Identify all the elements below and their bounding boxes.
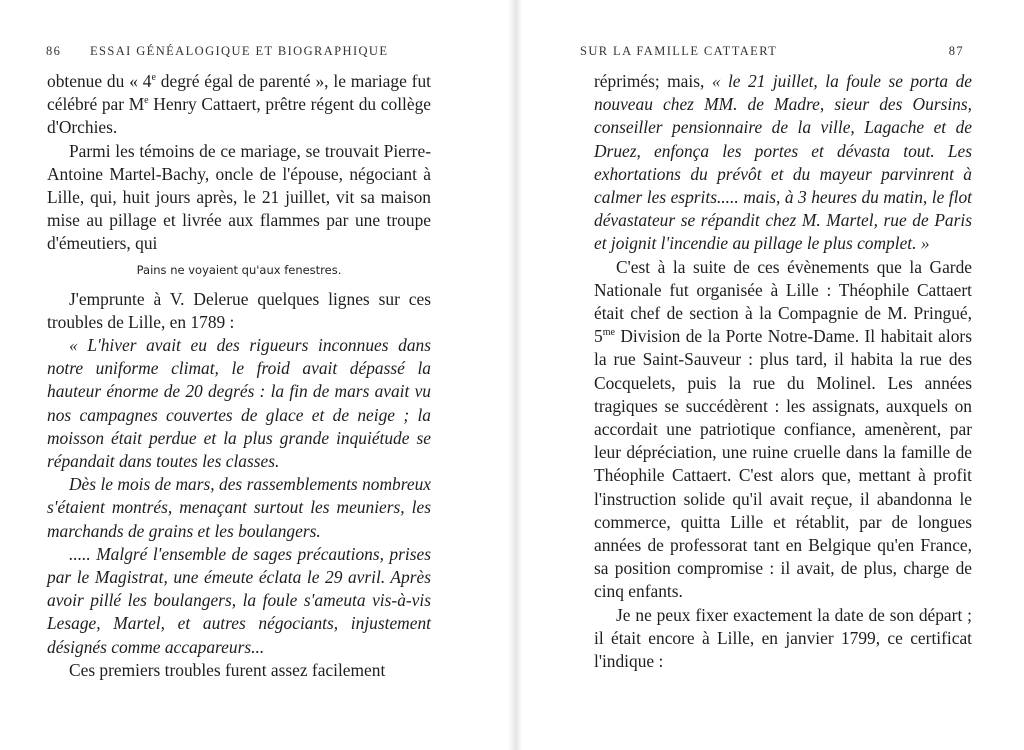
- right-running-title: SUR LA FAMILLE CATTAERT: [580, 44, 778, 58]
- right-paragraph-3: Je ne peux fixer exactement la date de son départ ; il était encore à Lille, en janvier 1799, ce certificat l'indique :: [594, 604, 972, 672]
- right-body-text: [594, 70, 972, 673]
- book-gutter: [508, 0, 522, 750]
- left-quote-1: « L'hiver avait eu des rigueurs inconnues dans notre uniforme climat, le froid avait dépassé la hauteur énorme de 20 degrés : la fin de mars avait vu nos campagnes couvertes de glace et de neige ; la moisson était perdue et la plus grande inquiétude se répandait dans toutes les classes.: [47, 335, 431, 472]
- left-page: [0, 0, 508, 750]
- right-para2-sup: me: [602, 327, 615, 339]
- left-para1-part-b: degré égal de parenté », le mariage fut célébré par M: [47, 71, 432, 115]
- right-page-number: 87: [948, 44, 964, 58]
- left-page-number: 86: [46, 44, 62, 58]
- left-paragraph-4: Ces premiers troubles furent assez facilement: [69, 659, 386, 680]
- right-para1-quote: « le 21 juillet, la foule se porta de nouveau chez MM. de Madre, sieur des Oursins, conseiller pensionnaire de la ville, Lagache et de Druez, enfonça les portes et dévasta tout. Les exhortations du prévôt et du mayeur parvinrent à calmer les esprits..... mais, à 3 heures du matin, le flot dévastateur se répandit chez M. Martel, rue de Paris et joignit l'incendie au pillage le plus complet. »: [594, 71, 972, 254]
- right-page: [522, 0, 1024, 750]
- left-quote-2: Dès le mois de mars, des rassemblements nombreux s'étaient montrés, menaçant surtout les meuniers, les marchands de grains et les boulangers.: [47, 474, 431, 541]
- left-quote-3: ..... Malgré l'ensemble de sages précautions, prises par le Magistrat, une émeute éclata le 29 avril. Après avoir pillé les boulangers, la foule s'ameuta vis-à-vis Lesage, Martel, et autres négociants, injustement désignés comme accapareurs...: [47, 543, 431, 657]
- left-paragraph-1: [47, 70, 431, 140]
- left-running-title: ESSAI GÉNÉALOGIQUE ET BIOGRAPHIQUE: [90, 44, 389, 58]
- left-footnote: Pains ne voyaient qu'aux fenestres.: [136, 262, 342, 277]
- right-para1-roman: réprimés; mais,: [594, 71, 712, 91]
- right-para2-part-a: C'est à la suite de ces évènements que la Garde Nationale fut organisée à Lille : Théophile Cattaert était chef de section à la Compagnie de M. Pringué, 5: [594, 256, 972, 347]
- left-paragraph-3: J'emprunte à V. Delerue quelques lignes sur ces troubles de Lille, en 1789 :: [47, 288, 431, 332]
- right-paragraph-2: [594, 256, 972, 604]
- left-para1-sup2: e: [144, 95, 149, 107]
- right-paragraph-1: [594, 70, 972, 256]
- left-para1-sup: e: [151, 72, 156, 84]
- right-para2-part-b: Division de la Porte Notre-Dame. Il habitait alors la rue Saint-Sauveur : plus tard, il habita la rue des Cocquelets, puis la rue du Molinel. Les années tragiques se succédèrent : les assignats, auxquels on accordait une patriotique confiance, amenèrent, par leur dépréciation, une ruine cruelle dans la famille de Théophile Cattaert. C'est alors que, mettant à profit l'instruction solide qu'il avait reçue, il abandonna le commerce, quitta Lille et rétablit, par de longues années de professorat tant en Belgique qu'en France, sa position compromise : il avait, de plus, charge de cinq enfants.: [594, 326, 972, 602]
- left-para1-part-a: obtenue du « 4: [47, 71, 152, 91]
- left-para1-part-c: Henry Cattaert, prêtre régent du collège d'Orchies.: [47, 94, 431, 138]
- left-body-text: [47, 70, 431, 682]
- left-paragraph-2: Parmi les témoins de ce mariage, se trouvait Pierre-Antoine Martel-Bachy, oncle de l'épouse, négociant à Lille, qui, huit jours après, le 21 juillet, vit sa maison mise au pillage et livrée aux flammes par une troupe d'émeutiers, qui: [47, 140, 431, 254]
